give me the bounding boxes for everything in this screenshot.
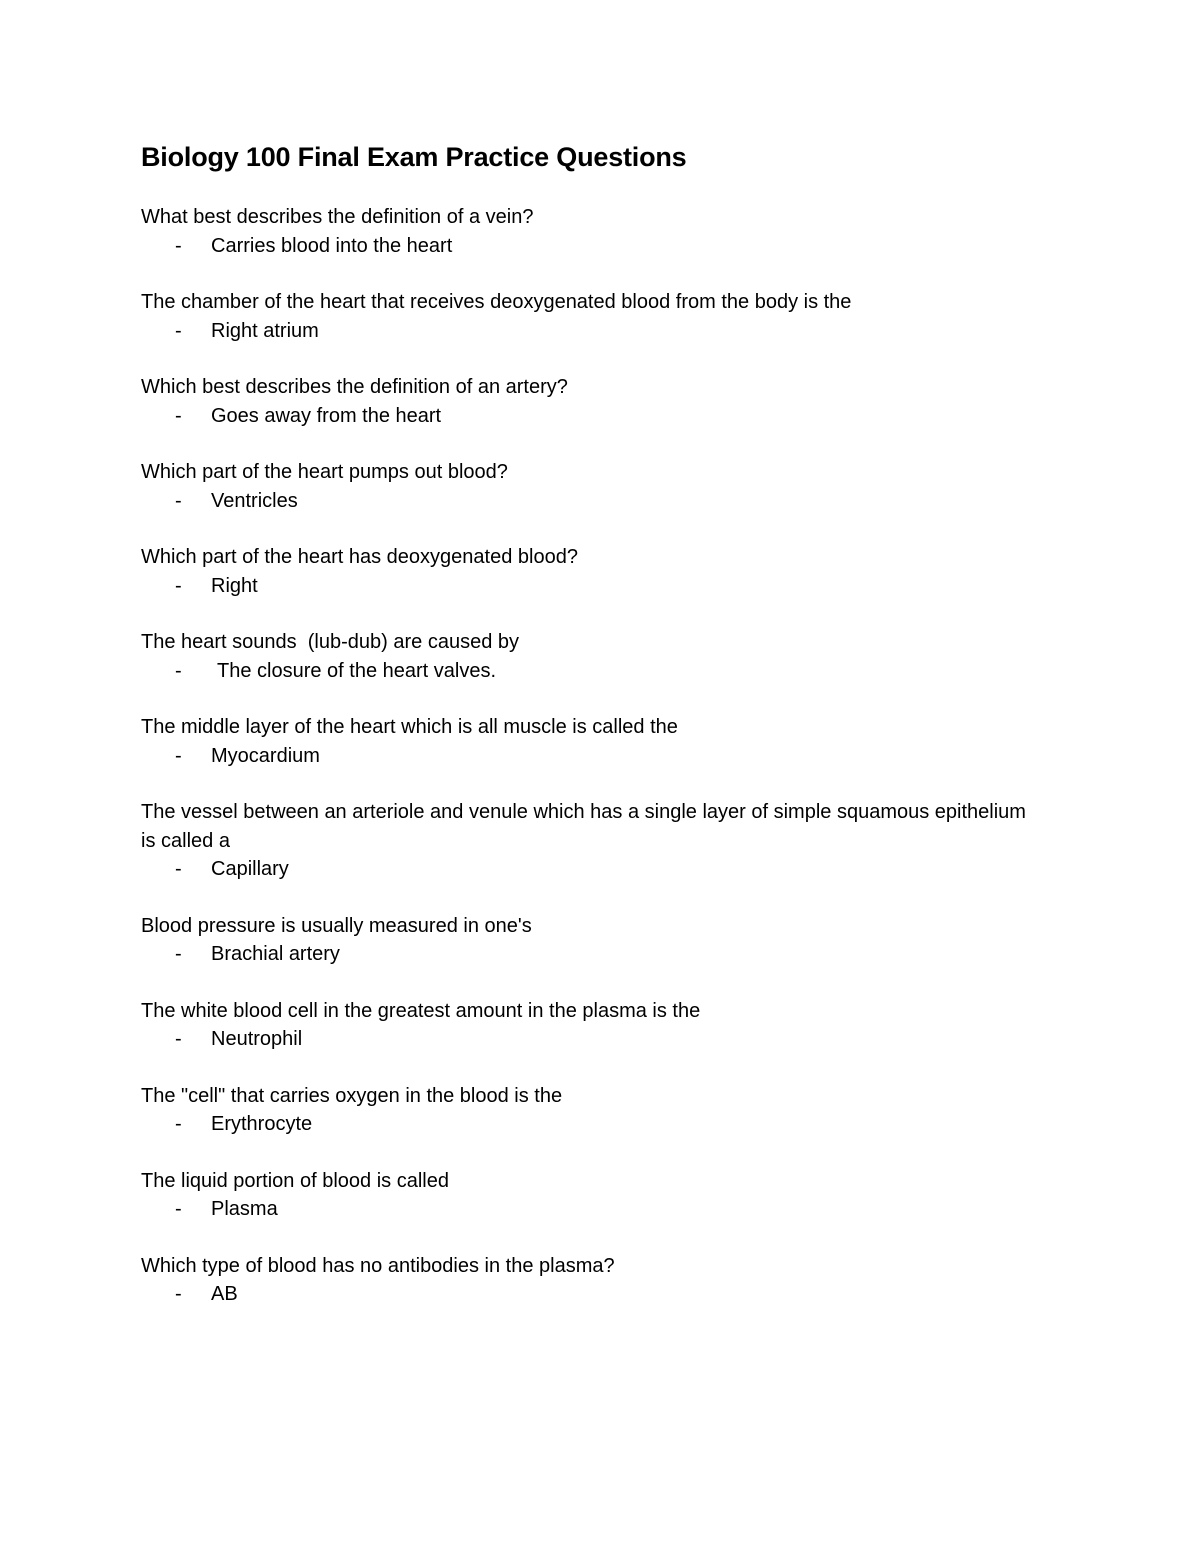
question-text: The chamber of the heart that receives deoxygenated blood from the body is the: [141, 291, 852, 313]
qa-item-8: [141, 798, 1041, 884]
question-text: The vessel between an arteriole and venule which has a single layer of simple squamous epithelium is called a: [141, 801, 1026, 852]
bullet-dash: -: [175, 858, 182, 880]
answer-line: [141, 1280, 1041, 1309]
bullet-dash: -: [175, 1198, 182, 1220]
answer-text: Erythrocyte: [211, 1113, 313, 1135]
bullet-dash: -: [175, 234, 182, 257]
answer-line: [141, 1110, 1041, 1139]
answer-text: Plasma: [211, 1198, 278, 1220]
question-text: The liquid portion of blood is called: [141, 1169, 449, 1192]
answer-line: [141, 1195, 1041, 1224]
answer-line: [141, 232, 1041, 261]
question-text: What best describes the definition of a vein?: [141, 206, 534, 228]
qa-item-13: [141, 1252, 1041, 1309]
answer-line: [141, 940, 1041, 969]
bullet-dash: -: [175, 744, 182, 767]
question-text: Which type of blood has no antibodies in the plasma?: [141, 1254, 615, 1277]
question-text: The heart sounds (lub-dub) are caused by: [141, 631, 519, 653]
qa-item-9: [141, 912, 1041, 969]
answer-line: [141, 1025, 1041, 1054]
bullet-dash: -: [175, 319, 182, 342]
answer-line: [141, 572, 1041, 601]
answer-line: [141, 657, 1041, 686]
question-text: The white blood cell in the greatest amount in the plasma is the: [141, 999, 701, 1022]
answer-text: Right atrium: [211, 319, 319, 342]
qa-item-1: [141, 203, 1041, 260]
answer-line: [141, 487, 1041, 516]
answer-text: Neutrophil: [211, 1028, 303, 1050]
answer-text: Goes away from the heart: [211, 404, 442, 427]
qa-item-2: [141, 288, 1041, 345]
qa-item-10: [141, 997, 1041, 1054]
question-text: The middle layer of the heart which is all muscle is called the: [141, 716, 678, 738]
answer-text: Capillary: [211, 858, 289, 880]
answer-text: Brachial artery: [211, 943, 340, 965]
answer-text: Right: [211, 574, 258, 597]
question-text: Which part of the heart has deoxygenated blood?: [141, 546, 578, 568]
answer-text: Ventricles: [211, 489, 298, 512]
answer-text: Myocardium: [211, 744, 320, 767]
bullet-dash: -: [175, 1113, 182, 1135]
question-text: Blood pressure is usually measured in one's: [141, 914, 532, 937]
bullet-dash: -: [175, 1028, 182, 1050]
qa-item-7: [141, 713, 1041, 770]
answer-line: [141, 317, 1041, 346]
qa-item-12: [141, 1167, 1041, 1224]
page-title: Biology 100 Final Exam Practice Questions: [141, 142, 687, 172]
bullet-dash: -: [175, 1283, 182, 1305]
question-text: The "cell" that carries oxygen in the blood is the: [141, 1084, 563, 1107]
document-content: [141, 140, 1041, 1337]
bullet-dash: -: [175, 404, 182, 427]
bullet-dash: -: [175, 943, 182, 965]
qa-item-4: [141, 458, 1041, 515]
bullet-dash: -: [175, 659, 182, 682]
question-text: Which part of the heart pumps out blood?: [141, 461, 508, 483]
question-text: Which best describes the definition of an artery?: [141, 376, 568, 398]
qa-item-5: [141, 543, 1041, 600]
qa-item-3: [141, 373, 1041, 430]
answer-text: The closure of the heart valves.: [217, 659, 497, 682]
qa-item-11: [141, 1082, 1041, 1139]
bullet-dash: -: [175, 574, 182, 597]
qa-item-6: [141, 628, 1041, 685]
answer-line: [141, 855, 1041, 884]
bullet-dash: -: [175, 489, 182, 512]
answer-text: Carries blood into the heart: [211, 234, 453, 257]
answer-text: AB: [211, 1283, 238, 1305]
answer-line: [141, 742, 1041, 771]
answer-line: [141, 402, 1041, 431]
